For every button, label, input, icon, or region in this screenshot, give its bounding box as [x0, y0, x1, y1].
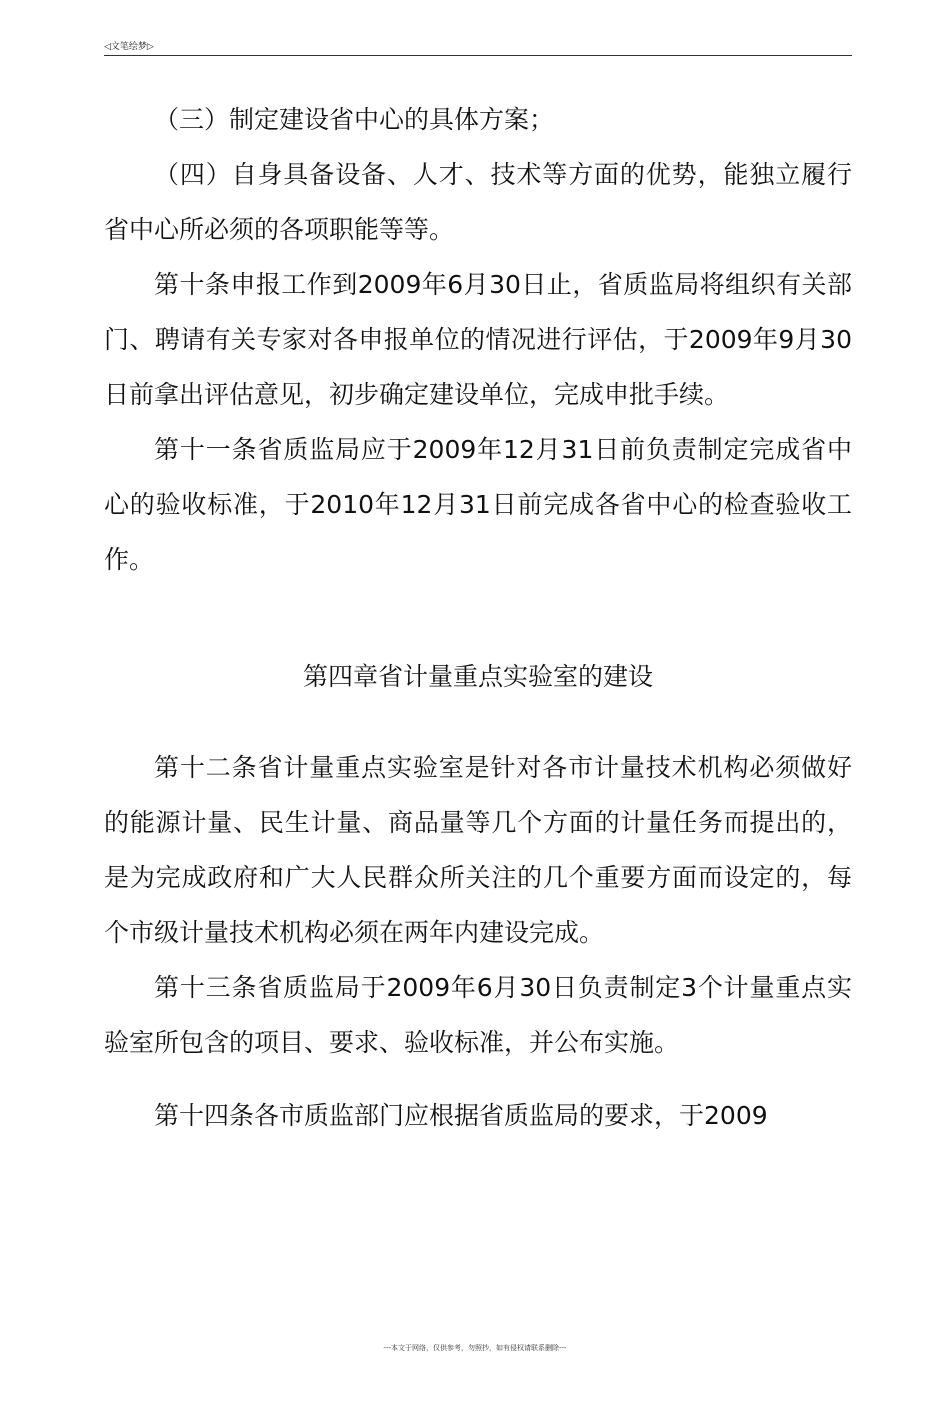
paragraph-clause-3: （三）制定建设省中心的具体方案； — [154, 105, 555, 134]
paragraph-article-10: 第十条申报工作到2009年6月30日止，省质监局将组织有关部门、聘请有关专家对各申报单位的情况进行评估，于2009年9月30日前拿出评估意见，初步确定建设单位，完成申批手续。 — [104, 270, 852, 409]
spacer — [104, 587, 852, 649]
document-body — [104, 92, 852, 1143]
paragraph-article-12: 第十二条省计量重点实验室是针对各市计量技术机构必须做好的能源计量、民生计量、商品量等几个方面的计量任务而提出的，是为完成政府和广大人民群众所关注的几个重要方面而设定的，每个市级计量技术机构必须在两年内建设完成。 — [104, 753, 852, 947]
page-footer: ---本文于网络，仅供参考，勿照抄，如有侵权请联系删除--- — [383, 1344, 567, 1352]
header-text: ◁文笔绘梦▷ — [104, 42, 154, 52]
paragraph-article-11: 第十一条省质监局应于2009年12月31日前负责制定完成省中心的验收标准，于2010年12月31日前完成各省中心的检查验收工作。 — [104, 435, 852, 574]
spacer — [104, 1070, 852, 1088]
paragraph-article-13: 第十三条省质监局于2009年6月30日负责制定3个计量重点实验室所包含的项目、要求、验收标准，并公布实施。 — [104, 973, 852, 1057]
chapter-title: 第四章省计量重点实验室的建设 — [302, 662, 653, 691]
page-header — [104, 37, 852, 56]
spacer — [104, 704, 852, 740]
paragraph-article-14: 第十四条各市质监部门应根据省质监局的要求，于2009 — [154, 1101, 768, 1130]
paragraph-clause-4: （四）自身具备设备、人才、技术等方面的优势，能独立履行省中心所必须的各项职能等等。 — [104, 160, 852, 244]
